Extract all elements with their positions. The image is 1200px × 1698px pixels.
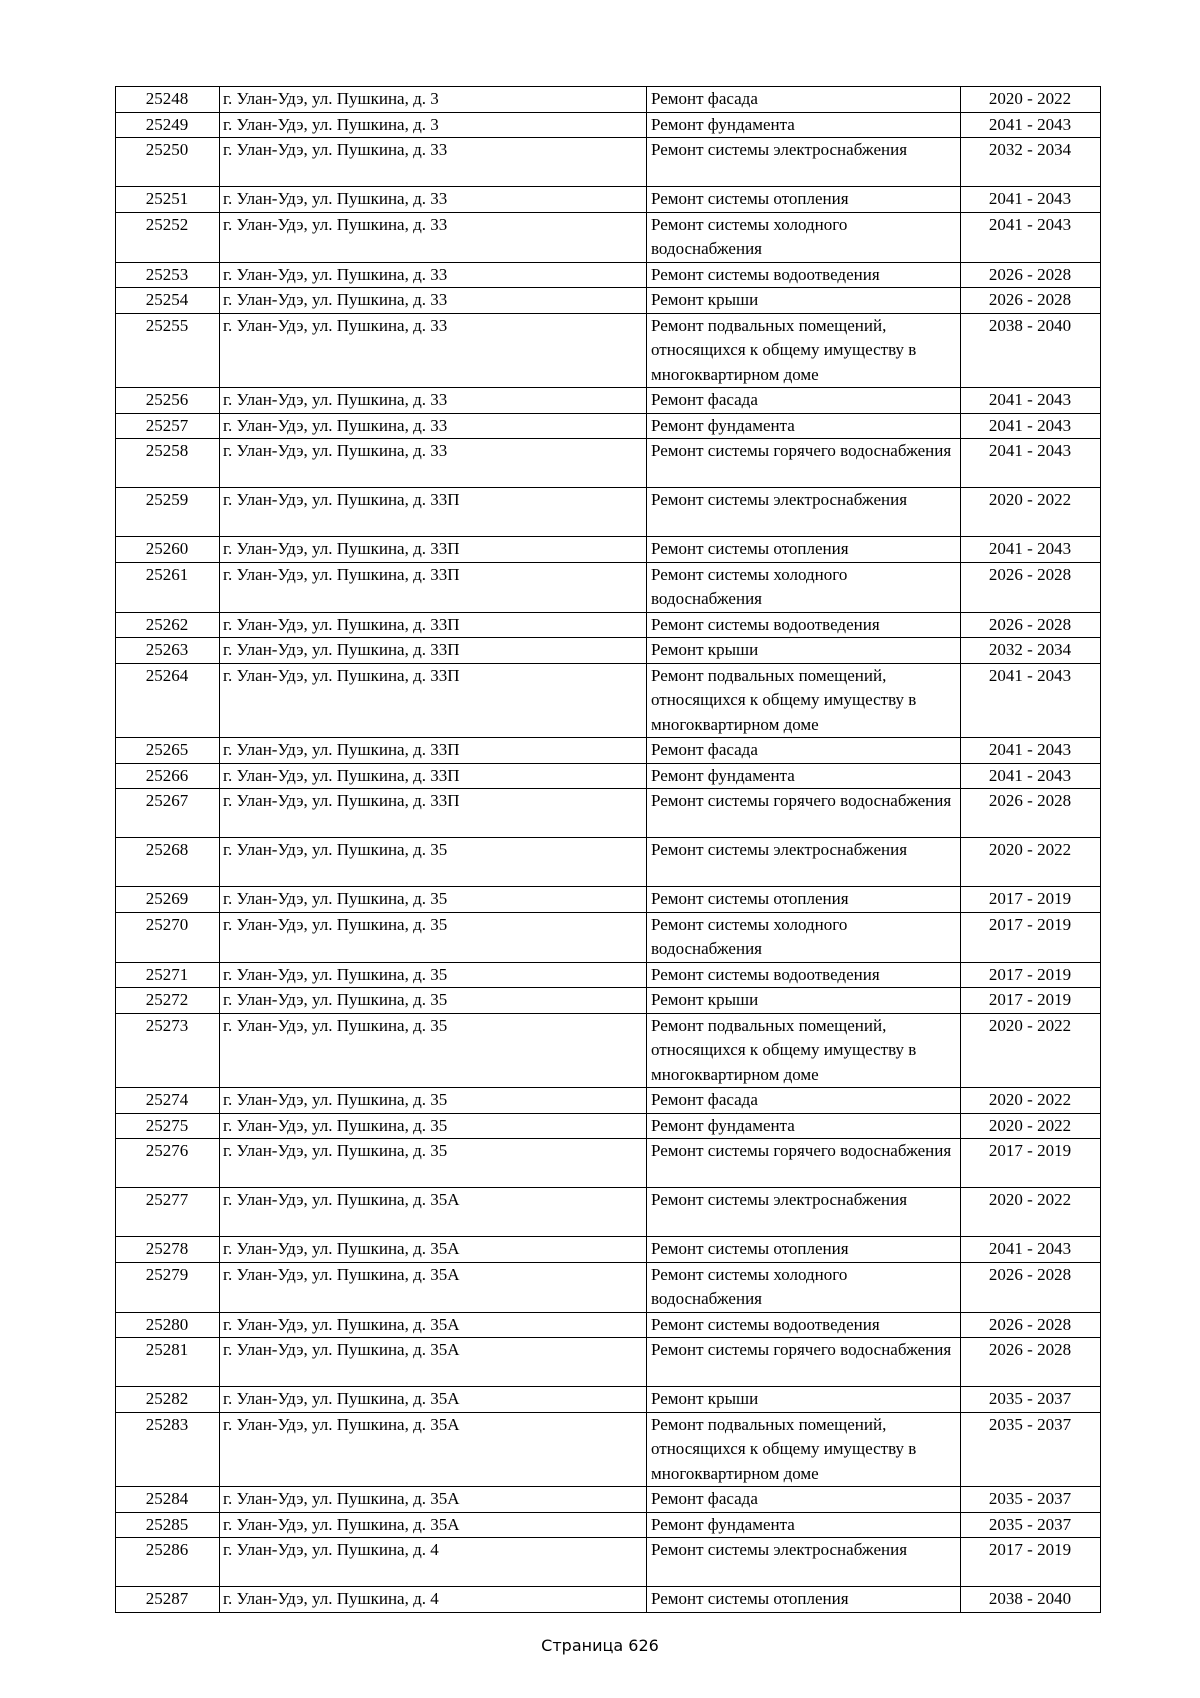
work-type-cell: Ремонт подвальных помещений, относящихся к общему имуществу в многоквартирном доме (647, 663, 961, 738)
work-type-cell: Ремонт системы электроснабжения (647, 1188, 961, 1237)
period-cell: 2017 - 2019 (961, 962, 1101, 988)
period-cell: 2032 - 2034 (961, 638, 1101, 664)
work-type-cell: Ремонт системы водоотведения (647, 962, 961, 988)
work-type-cell: Ремонт системы холодного водоснабжения (647, 212, 961, 262)
work-type-cell: Ремонт подвальных помещений, относящихся к общему имуществу в многоквартирном доме (647, 313, 961, 388)
period-cell: 2026 - 2028 (961, 262, 1101, 288)
table-row (116, 1013, 1101, 1088)
work-type-cell: Ремонт фундамента (647, 1113, 961, 1139)
period-cell: 2041 - 2043 (961, 763, 1101, 789)
row-number: 25252 (116, 212, 220, 262)
work-type-cell: Ремонт подвальных помещений, относящихся к общему имуществу в многоквартирном доме (647, 1412, 961, 1487)
address-cell: г. Улан-Удэ, ул. Пушкина, д. 33П (220, 738, 647, 764)
period-cell: 2041 - 2043 (961, 388, 1101, 414)
address-cell: г. Улан-Удэ, ул. Пушкина, д. 35А (220, 1262, 647, 1312)
table-row (116, 1538, 1101, 1587)
table-row (116, 1088, 1101, 1114)
period-cell: 2020 - 2022 (961, 838, 1101, 887)
row-number: 25260 (116, 537, 220, 563)
address-cell: г. Улан-Удэ, ул. Пушкина, д. 3 (220, 112, 647, 138)
period-cell: 2017 - 2019 (961, 1139, 1101, 1188)
row-number: 25248 (116, 87, 220, 113)
table-row (116, 537, 1101, 563)
address-cell: г. Улан-Удэ, ул. Пушкина, д. 35А (220, 1188, 647, 1237)
table-row (116, 1312, 1101, 1338)
address-cell: г. Улан-Удэ, ул. Пушкина, д. 35 (220, 988, 647, 1014)
work-type-cell: Ремонт системы горячего водоснабжения (647, 789, 961, 838)
work-type-cell: Ремонт фундамента (647, 112, 961, 138)
table-row (116, 112, 1101, 138)
row-number: 25283 (116, 1412, 220, 1487)
row-number: 25278 (116, 1237, 220, 1263)
period-cell: 2020 - 2022 (961, 1113, 1101, 1139)
table-row (116, 638, 1101, 664)
row-number: 25251 (116, 187, 220, 213)
work-type-cell: Ремонт системы горячего водоснабжения (647, 1139, 961, 1188)
row-number: 25250 (116, 138, 220, 187)
row-number: 25276 (116, 1139, 220, 1188)
table-row (116, 1412, 1101, 1487)
period-cell: 2026 - 2028 (961, 1338, 1101, 1387)
row-number: 25280 (116, 1312, 220, 1338)
address-cell: г. Улан-Удэ, ул. Пушкина, д. 4 (220, 1538, 647, 1587)
row-number: 25261 (116, 562, 220, 612)
period-cell: 2041 - 2043 (961, 413, 1101, 439)
table-row (116, 1512, 1101, 1538)
period-cell: 2035 - 2037 (961, 1412, 1101, 1487)
period-cell: 2026 - 2028 (961, 562, 1101, 612)
row-number: 25281 (116, 1338, 220, 1387)
work-type-cell: Ремонт фундамента (647, 1512, 961, 1538)
work-type-cell: Ремонт фундамента (647, 413, 961, 439)
row-number: 25259 (116, 488, 220, 537)
address-cell: г. Улан-Удэ, ул. Пушкина, д. 35А (220, 1312, 647, 1338)
table-row (116, 663, 1101, 738)
table-row (116, 562, 1101, 612)
table-row (116, 1387, 1101, 1413)
address-cell: г. Улан-Удэ, ул. Пушкина, д. 35А (220, 1412, 647, 1487)
row-number: 25253 (116, 262, 220, 288)
address-cell: г. Улан-Удэ, ул. Пушкина, д. 35 (220, 1088, 647, 1114)
table-row (116, 912, 1101, 962)
row-number: 25282 (116, 1387, 220, 1413)
work-type-cell: Ремонт системы водоотведения (647, 1312, 961, 1338)
table-row (116, 1338, 1101, 1387)
address-cell: г. Улан-Удэ, ул. Пушкина, д. 33П (220, 612, 647, 638)
table-row (116, 488, 1101, 537)
period-cell: 2041 - 2043 (961, 187, 1101, 213)
address-cell: г. Улан-Удэ, ул. Пушкина, д. 33 (220, 187, 647, 213)
table-row (116, 313, 1101, 388)
address-cell: г. Улан-Удэ, ул. Пушкина, д. 35А (220, 1512, 647, 1538)
period-cell: 2041 - 2043 (961, 212, 1101, 262)
address-cell: г. Улан-Удэ, ул. Пушкина, д. 33П (220, 562, 647, 612)
table-row (116, 413, 1101, 439)
row-number: 25254 (116, 288, 220, 314)
address-cell: г. Улан-Удэ, ул. Пушкина, д. 33 (220, 439, 647, 488)
work-type-cell: Ремонт системы холодного водоснабжения (647, 1262, 961, 1312)
work-type-cell: Ремонт фасада (647, 738, 961, 764)
table-row (116, 1113, 1101, 1139)
period-cell: 2020 - 2022 (961, 488, 1101, 537)
table-row (116, 1139, 1101, 1188)
address-cell: г. Улан-Удэ, ул. Пушкина, д. 33П (220, 488, 647, 537)
work-type-cell: Ремонт системы холодного водоснабжения (647, 562, 961, 612)
work-type-cell: Ремонт фасада (647, 87, 961, 113)
period-cell: 2017 - 2019 (961, 912, 1101, 962)
row-number: 25257 (116, 413, 220, 439)
row-number: 25285 (116, 1512, 220, 1538)
address-cell: г. Улан-Удэ, ул. Пушкина, д. 33 (220, 138, 647, 187)
work-type-cell: Ремонт крыши (647, 988, 961, 1014)
row-number: 25287 (116, 1587, 220, 1613)
address-cell: г. Улан-Удэ, ул. Пушкина, д. 35 (220, 1013, 647, 1088)
address-cell: г. Улан-Удэ, ул. Пушкина, д. 33 (220, 388, 647, 414)
row-number: 25258 (116, 439, 220, 488)
address-cell: г. Улан-Удэ, ул. Пушкина, д. 33П (220, 537, 647, 563)
address-cell: г. Улан-Удэ, ул. Пушкина, д. 35 (220, 838, 647, 887)
work-type-cell: Ремонт системы водоотведения (647, 262, 961, 288)
row-number: 25255 (116, 313, 220, 388)
period-cell: 2017 - 2019 (961, 887, 1101, 913)
row-number: 25273 (116, 1013, 220, 1088)
work-type-cell: Ремонт системы водоотведения (647, 612, 961, 638)
address-cell: г. Улан-Удэ, ул. Пушкина, д. 33П (220, 789, 647, 838)
work-type-cell: Ремонт системы электроснабжения (647, 138, 961, 187)
work-type-cell: Ремонт системы электроснабжения (647, 838, 961, 887)
period-cell: 2026 - 2028 (961, 1312, 1101, 1338)
table-row (116, 838, 1101, 887)
capital-repair-table (115, 86, 1101, 1613)
work-type-cell: Ремонт крыши (647, 1387, 961, 1413)
address-cell: г. Улан-Удэ, ул. Пушкина, д. 33 (220, 313, 647, 388)
work-type-cell: Ремонт системы отопления (647, 537, 961, 563)
table-row (116, 763, 1101, 789)
row-number: 25264 (116, 663, 220, 738)
row-number: 25249 (116, 112, 220, 138)
period-cell: 2041 - 2043 (961, 439, 1101, 488)
address-cell: г. Улан-Удэ, ул. Пушкина, д. 35А (220, 1338, 647, 1387)
period-cell: 2032 - 2034 (961, 138, 1101, 187)
period-cell: 2041 - 2043 (961, 537, 1101, 563)
table-row (116, 1587, 1101, 1613)
row-number: 25256 (116, 388, 220, 414)
row-number: 25267 (116, 789, 220, 838)
table-row (116, 439, 1101, 488)
work-type-cell: Ремонт системы отопления (647, 887, 961, 913)
table-row (116, 962, 1101, 988)
work-type-cell: Ремонт подвальных помещений, относящихся к общему имуществу в многоквартирном доме (647, 1013, 961, 1088)
address-cell: г. Улан-Удэ, ул. Пушкина, д. 33 (220, 262, 647, 288)
work-type-cell: Ремонт системы холодного водоснабжения (647, 912, 961, 962)
table-row (116, 1237, 1101, 1263)
work-type-cell: Ремонт крыши (647, 638, 961, 664)
period-cell: 2041 - 2043 (961, 112, 1101, 138)
row-number: 25277 (116, 1188, 220, 1237)
page-number: Страница 626 (541, 1636, 659, 1655)
table-row (116, 388, 1101, 414)
address-cell: г. Улан-Удэ, ул. Пушкина, д. 35 (220, 887, 647, 913)
row-number: 25265 (116, 738, 220, 764)
work-type-cell: Ремонт системы отопления (647, 1237, 961, 1263)
work-type-cell: Ремонт системы электроснабжения (647, 488, 961, 537)
row-number: 25262 (116, 612, 220, 638)
row-number: 25274 (116, 1088, 220, 1114)
work-type-cell: Ремонт системы электроснабжения (647, 1538, 961, 1587)
address-cell: г. Улан-Удэ, ул. Пушкина, д. 35А (220, 1237, 647, 1263)
table-row (116, 1188, 1101, 1237)
table-row (116, 212, 1101, 262)
table-body (116, 87, 1101, 1613)
row-number: 25271 (116, 962, 220, 988)
period-cell: 2026 - 2028 (961, 288, 1101, 314)
work-type-cell: Ремонт фасада (647, 388, 961, 414)
table-row (116, 262, 1101, 288)
row-number: 25263 (116, 638, 220, 664)
row-number: 25269 (116, 887, 220, 913)
period-cell: 2041 - 2043 (961, 663, 1101, 738)
address-cell: г. Улан-Удэ, ул. Пушкина, д. 33 (220, 288, 647, 314)
address-cell: г. Улан-Удэ, ул. Пушкина, д. 33П (220, 763, 647, 789)
address-cell: г. Улан-Удэ, ул. Пушкина, д. 35А (220, 1387, 647, 1413)
period-cell: 2020 - 2022 (961, 1088, 1101, 1114)
work-type-cell: Ремонт системы отопления (647, 187, 961, 213)
period-cell: 2020 - 2022 (961, 87, 1101, 113)
address-cell: г. Улан-Удэ, ул. Пушкина, д. 35А (220, 1487, 647, 1513)
work-type-cell: Ремонт фасада (647, 1487, 961, 1513)
row-number: 25279 (116, 1262, 220, 1312)
table-row (116, 288, 1101, 314)
period-cell: 2020 - 2022 (961, 1188, 1101, 1237)
period-cell: 2020 - 2022 (961, 1013, 1101, 1088)
work-type-cell: Ремонт крыши (647, 288, 961, 314)
period-cell: 2026 - 2028 (961, 1262, 1101, 1312)
period-cell: 2026 - 2028 (961, 789, 1101, 838)
table-row (116, 887, 1101, 913)
work-type-cell: Ремонт системы горячего водоснабжения (647, 1338, 961, 1387)
row-number: 25286 (116, 1538, 220, 1587)
period-cell: 2038 - 2040 (961, 313, 1101, 388)
table-row (116, 612, 1101, 638)
row-number: 25268 (116, 838, 220, 887)
period-cell: 2035 - 2037 (961, 1512, 1101, 1538)
address-cell: г. Улан-Удэ, ул. Пушкина, д. 33 (220, 212, 647, 262)
table-row (116, 1487, 1101, 1513)
address-cell: г. Улан-Удэ, ул. Пушкина, д. 33 (220, 413, 647, 439)
period-cell: 2026 - 2028 (961, 612, 1101, 638)
row-number: 25270 (116, 912, 220, 962)
table-row (116, 988, 1101, 1014)
period-cell: 2035 - 2037 (961, 1387, 1101, 1413)
address-cell: г. Улан-Удэ, ул. Пушкина, д. 35 (220, 1113, 647, 1139)
address-cell: г. Улан-Удэ, ул. Пушкина, д. 33П (220, 638, 647, 664)
work-type-cell: Ремонт фасада (647, 1088, 961, 1114)
work-type-cell: Ремонт фундамента (647, 763, 961, 789)
table-row (116, 738, 1101, 764)
row-number: 25266 (116, 763, 220, 789)
address-cell: г. Улан-Удэ, ул. Пушкина, д. 35 (220, 962, 647, 988)
table-row (116, 87, 1101, 113)
work-type-cell: Ремонт системы отопления (647, 1587, 961, 1613)
table-row (116, 789, 1101, 838)
period-cell: 2017 - 2019 (961, 1538, 1101, 1587)
period-cell: 2017 - 2019 (961, 988, 1101, 1014)
period-cell: 2035 - 2037 (961, 1487, 1101, 1513)
address-cell: г. Улан-Удэ, ул. Пушкина, д. 33П (220, 663, 647, 738)
period-cell: 2038 - 2040 (961, 1587, 1101, 1613)
table-row (116, 138, 1101, 187)
table-row (116, 1262, 1101, 1312)
address-cell: г. Улан-Удэ, ул. Пушкина, д. 4 (220, 1587, 647, 1613)
address-cell: г. Улан-Удэ, ул. Пушкина, д. 35 (220, 1139, 647, 1188)
work-type-cell: Ремонт системы горячего водоснабжения (647, 439, 961, 488)
period-cell: 2041 - 2043 (961, 1237, 1101, 1263)
row-number: 25284 (116, 1487, 220, 1513)
row-number: 25275 (116, 1113, 220, 1139)
table-row (116, 187, 1101, 213)
row-number: 25272 (116, 988, 220, 1014)
period-cell: 2041 - 2043 (961, 738, 1101, 764)
address-cell: г. Улан-Удэ, ул. Пушкина, д. 3 (220, 87, 647, 113)
address-cell: г. Улан-Удэ, ул. Пушкина, д. 35 (220, 912, 647, 962)
